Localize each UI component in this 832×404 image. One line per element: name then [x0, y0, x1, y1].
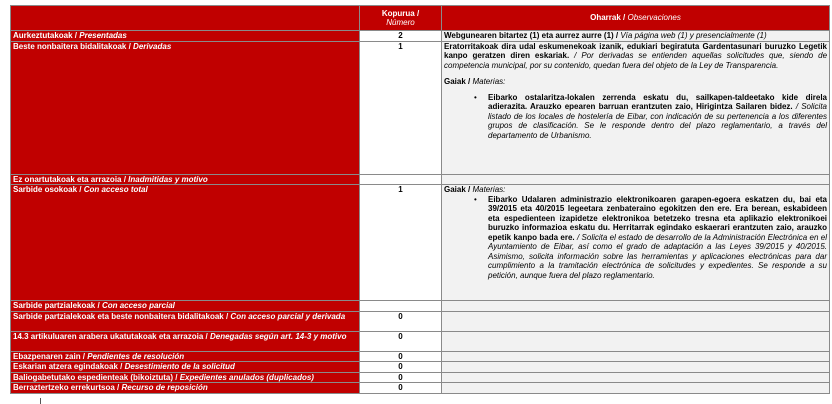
- list-item-text: [488, 195, 827, 281]
- materias-eu: Gaiak /: [444, 77, 473, 86]
- materias-es: Materias: [472, 77, 504, 86]
- row-label-es: Derivadas: [133, 41, 172, 51]
- list-item-eu: Eibarko ostalaritza-lokalen zerrenda eskatu du, sailkapen-taldeetako kide direla adierazita. Arauzko epearen barruan erantzuten zaio, Hirigintza Sailaren bidez.: [488, 92, 827, 111]
- row-label: [11, 31, 360, 42]
- table-row: [11, 174, 830, 185]
- row-observations: [442, 372, 830, 383]
- row-number: 0: [360, 351, 442, 362]
- row-number: 1: [360, 41, 442, 174]
- row-label-eu: Aurkeztutakoak /: [13, 31, 80, 40]
- row-label: [11, 311, 360, 331]
- bullet-icon: •: [474, 194, 477, 204]
- row-label-eu: Sarbide partzialekoak eta beste nonbaitera bidalitakoak /: [13, 311, 231, 321]
- list-item-text: [488, 93, 827, 141]
- header-label-cell: [11, 6, 360, 31]
- row-label-es: Denegadas según art. 14-3 y motivo: [209, 331, 347, 341]
- list-item: [474, 93, 827, 141]
- row-number: 0: [360, 362, 442, 373]
- row-observations: [442, 301, 830, 312]
- row-observations: [442, 331, 830, 351]
- row-observations: [442, 41, 830, 174]
- row-observations: [442, 383, 830, 394]
- materias-es: Materias: [472, 185, 504, 194]
- row-number: 0: [360, 383, 442, 394]
- row-label-eu: Baliogabetutako espedienteak (bikoiztuta) /: [13, 372, 180, 382]
- row-label: [11, 301, 360, 312]
- row-label: [11, 41, 360, 174]
- transparency-requests-table: [10, 5, 830, 394]
- obs-eu: Webgunearen bitartez (1) eta aurrez aurre (1) /: [444, 31, 621, 40]
- row-label-es: Con acceso total: [83, 185, 148, 194]
- row-label-es: Pendientes de resolución: [87, 351, 185, 361]
- text-cursor-mark: [40, 398, 41, 404]
- row-label: [11, 372, 360, 383]
- bullet-icon: •: [474, 92, 477, 102]
- row-label-eu: Beste nonbaitera bidalitakoak /: [13, 41, 134, 51]
- table-row: [11, 301, 830, 312]
- row-label-eu: Eskarian atzera egindakoak /: [13, 362, 125, 371]
- row-label: [11, 174, 360, 185]
- row-label-eu: Sarbide osokoak /: [13, 185, 84, 194]
- table-header-row: [11, 6, 830, 31]
- row-label: [11, 185, 360, 301]
- row-label-eu: Sarbide partzialekoak /: [13, 301, 102, 310]
- row-number: [360, 174, 442, 185]
- header-observations-eu: Oharrak /: [590, 13, 626, 23]
- row-label-es: Inadmitidas y motivo: [128, 174, 208, 184]
- row-observations: [442, 185, 830, 301]
- row-label-eu: 14.3 artikuluaren arabera ukatutakoak eta arrazoia /: [13, 331, 210, 341]
- row-observations: [442, 362, 830, 373]
- header-number-es: Número: [386, 18, 415, 27]
- table-row: [11, 331, 830, 351]
- materias-heading: [444, 185, 827, 195]
- row-observations: [442, 351, 830, 362]
- row-number: 2: [360, 31, 442, 42]
- row-label-eu: Ez onartutakoak eta arrazoia /: [13, 174, 129, 184]
- row-label-es: Con acceso parcial y derivada: [230, 311, 346, 321]
- table-row: [11, 372, 830, 383]
- header-observations-cell: [442, 6, 830, 31]
- row-label-es: Expedientes anulados (duplicados): [179, 372, 314, 382]
- row-label-eu: Berraztertzeko errekurtsoa /: [13, 383, 122, 392]
- row-observations: [442, 174, 830, 185]
- materias-colon: :: [503, 185, 506, 194]
- row-label-eu: Ebazpenaren zain /: [13, 351, 88, 361]
- row-observations: [442, 31, 830, 42]
- table-row: [11, 362, 830, 373]
- list-item-es: / Solicita el estado de desarrollo de la Administración Electrónica en el Ayuntamiento de Eibar, así como el grado de adaptación a las Leyes 39/2015 y 40/2015. Asimismo, solicita información sobre las herramientas y aplicaciones electrónicas para dar cumplimiento a la tramitación electrónica de solicitudes y expedientes. Se responde a su petición, aunque fuera del plazo reglamentario.: [488, 232, 827, 280]
- list-item-es: / Solicita listado de los locales de hostelería de Eibar, con indicación de su pertenencia a los diferentes grupos de clasificación. Se le responde dentro del plazo reglamentario, a través del departamento de Urbanismo.: [488, 102, 827, 140]
- row-label: [11, 331, 360, 351]
- obs-intro: [444, 42, 827, 71]
- row-label: [11, 383, 360, 394]
- table-row: [11, 41, 830, 174]
- row-number: 0: [360, 331, 442, 351]
- list-item: [474, 195, 827, 281]
- materias-colon: :: [503, 77, 506, 86]
- table-row: [11, 351, 830, 362]
- row-label-es: Presentadas: [79, 31, 127, 40]
- table-row: [11, 311, 830, 331]
- header-number-eu: Kopurua /: [381, 8, 420, 18]
- row-number: 0: [360, 372, 442, 383]
- header-number-cell: [360, 6, 442, 31]
- row-label-es: Recurso de reposición: [121, 383, 208, 392]
- row-number: 1: [360, 185, 442, 301]
- obs-intro-eu: Eratorritakoak dira udal eskumenekoak izanik, edukiari begiratuta Gardentasunari buruzko Legetik kanpo geratzen diren eskariak.: [444, 41, 827, 60]
- obs-es: Vía página web (1) y presencialmente (1): [620, 31, 767, 40]
- list-item-eu: Eibarko Udalaren administrazio elektronikoaren garapen-egoera eskatzen du, bai eta 39/2015 eta 40/2015 legeetara zenbateraino egokitzen den ere. Era berean, eskabideen eta espedienteen izapidetze elektronikoa betetzeko tresna eta aplikazio elektronikoei buruzko informazioa eskatu du. Herritarrak egindako eskaerari erantzuten zaio, arauzko epetik kanpo bada ere.: [488, 194, 827, 242]
- row-observations: [442, 311, 830, 331]
- obs-intro-es: / Por derivadas se entienden aquellas solicitudes que, siendo de competencia municipal, por su contenido, quedan fuera del objeto de la Ley de Transparencia.: [444, 51, 828, 70]
- table-row: [11, 185, 830, 301]
- table-row: [11, 383, 830, 394]
- row-number: 0: [360, 311, 442, 331]
- row-label: [11, 362, 360, 373]
- table-row: [11, 31, 830, 42]
- materias-eu: Gaiak /: [444, 185, 473, 194]
- row-label-es: Desestimiento de la solicitud: [124, 362, 235, 371]
- header-observations-es: Observaciones: [627, 13, 681, 23]
- row-number: [360, 301, 442, 312]
- row-label: [11, 351, 360, 362]
- row-label-es: Con acceso parcial: [101, 301, 175, 310]
- materias-heading: [444, 77, 827, 87]
